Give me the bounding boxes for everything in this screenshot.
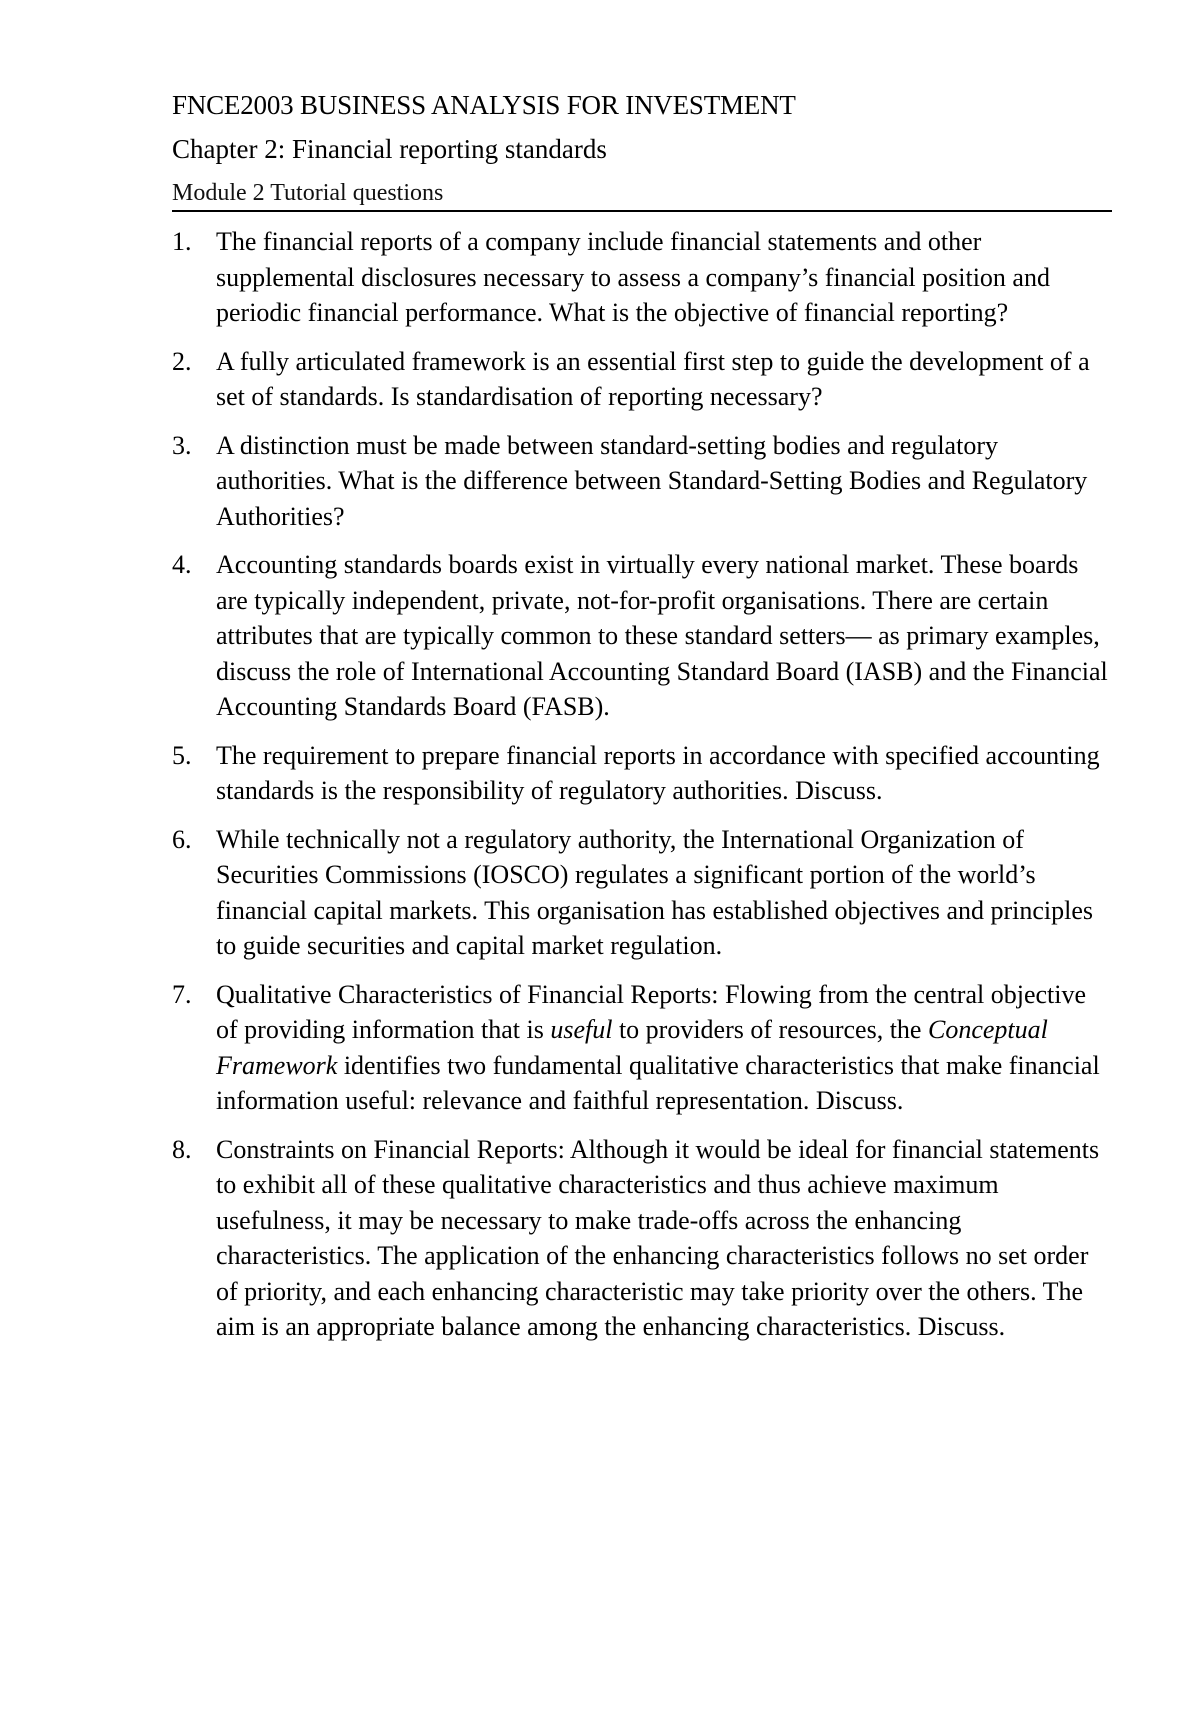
question-text: A distinction must be made between standard-setting bodies and regulatory authorities. What is the difference between Standard-Setting Bodies and Regulatory Authorities? bbox=[216, 430, 1088, 531]
emphasis-useful: useful bbox=[550, 1015, 613, 1044]
question-text: A fully articulated framework is an essential first step to guide the development of a set of standards. Is standardisation of reporting necessary? bbox=[216, 346, 1090, 411]
module-subtitle: Module 2 Tutorial questions bbox=[172, 180, 444, 206]
question-number: 5. bbox=[172, 740, 192, 770]
question-text: The financial reports of a company include financial statements and other supplemental disclosures necessary to assess a company’s financial position and periodic financial performance. What is the objective of financial reporting? bbox=[216, 227, 1050, 327]
question-item bbox=[172, 224, 1112, 331]
question-number: 1. bbox=[172, 227, 192, 256]
question-number: 3. bbox=[172, 430, 192, 460]
question-number: 7. bbox=[172, 979, 192, 1009]
course-title: FNCE2003 BUSINESS ANALYSIS FOR INVESTMENT bbox=[172, 90, 796, 120]
question-text bbox=[216, 980, 1100, 1116]
question-text-part: to providers of resources, the bbox=[612, 1015, 928, 1044]
header-divider bbox=[172, 210, 1112, 212]
question-item bbox=[172, 977, 1112, 1119]
question-text: The requirement to prepare financial reports in accordance with specified accounting standards is the responsibility of regulatory authorities. Discuss. bbox=[216, 740, 1100, 805]
question-number: 8. bbox=[172, 1134, 192, 1164]
chapter-heading: Chapter 2: Financial reporting standards bbox=[172, 134, 607, 164]
question-item bbox=[172, 547, 1112, 725]
question-list bbox=[172, 224, 1112, 1345]
question-number: 6. bbox=[172, 824, 192, 854]
question-item bbox=[172, 428, 1112, 535]
question-number: 2. bbox=[172, 346, 192, 376]
question-item bbox=[172, 1132, 1112, 1345]
question-number: 4. bbox=[172, 550, 192, 579]
question-text: Constraints on Financial Reports: Although it would be ideal for financial statements to exhibit all of these qualitative characteristics and thus achieve maximum usefulness, it may be necessary to make trade-offs across the enhancing characteristics. The application of the enhancing characteristics follows no set order of priority, and each enhancing characteristic may take priority over the others. The aim is an appropriate balance among the enhancing characteristics. Discuss. bbox=[216, 1134, 1100, 1341]
question-text: While technically not a regulatory authority, the International Organization of Securities Commissions (IOSCO) regulates a significant portion of the world’s financial capital markets. This organisation has established objectives and principles to guide securities and capital market regulation. bbox=[216, 824, 1094, 960]
question-text-part: identifies two fundamental qualitative characteristics that make financial information useful: relevance and faithful representation. Discuss. bbox=[216, 1050, 1100, 1115]
question-item bbox=[172, 822, 1112, 964]
emphasis-conceptual-framework: Conceptual Framework bbox=[216, 1015, 1048, 1080]
question-item bbox=[172, 738, 1112, 809]
document-page bbox=[172, 88, 1112, 1358]
question-text-part: Qualitative Characteristics of Financial Reports: Flowing from the central objective of providing information that is bbox=[216, 979, 1087, 1044]
question-text: Accounting standards boards exist in virtually every national market. These boards are typically independent, private, not-for-profit organisations. There are certain attributes that are typically common to these standard setters— as primary examples, discuss the role of International Accounting Standard Board (IASB) and the Financial Accounting Standards Board (FASB). bbox=[216, 550, 1108, 721]
question-item bbox=[172, 344, 1112, 415]
